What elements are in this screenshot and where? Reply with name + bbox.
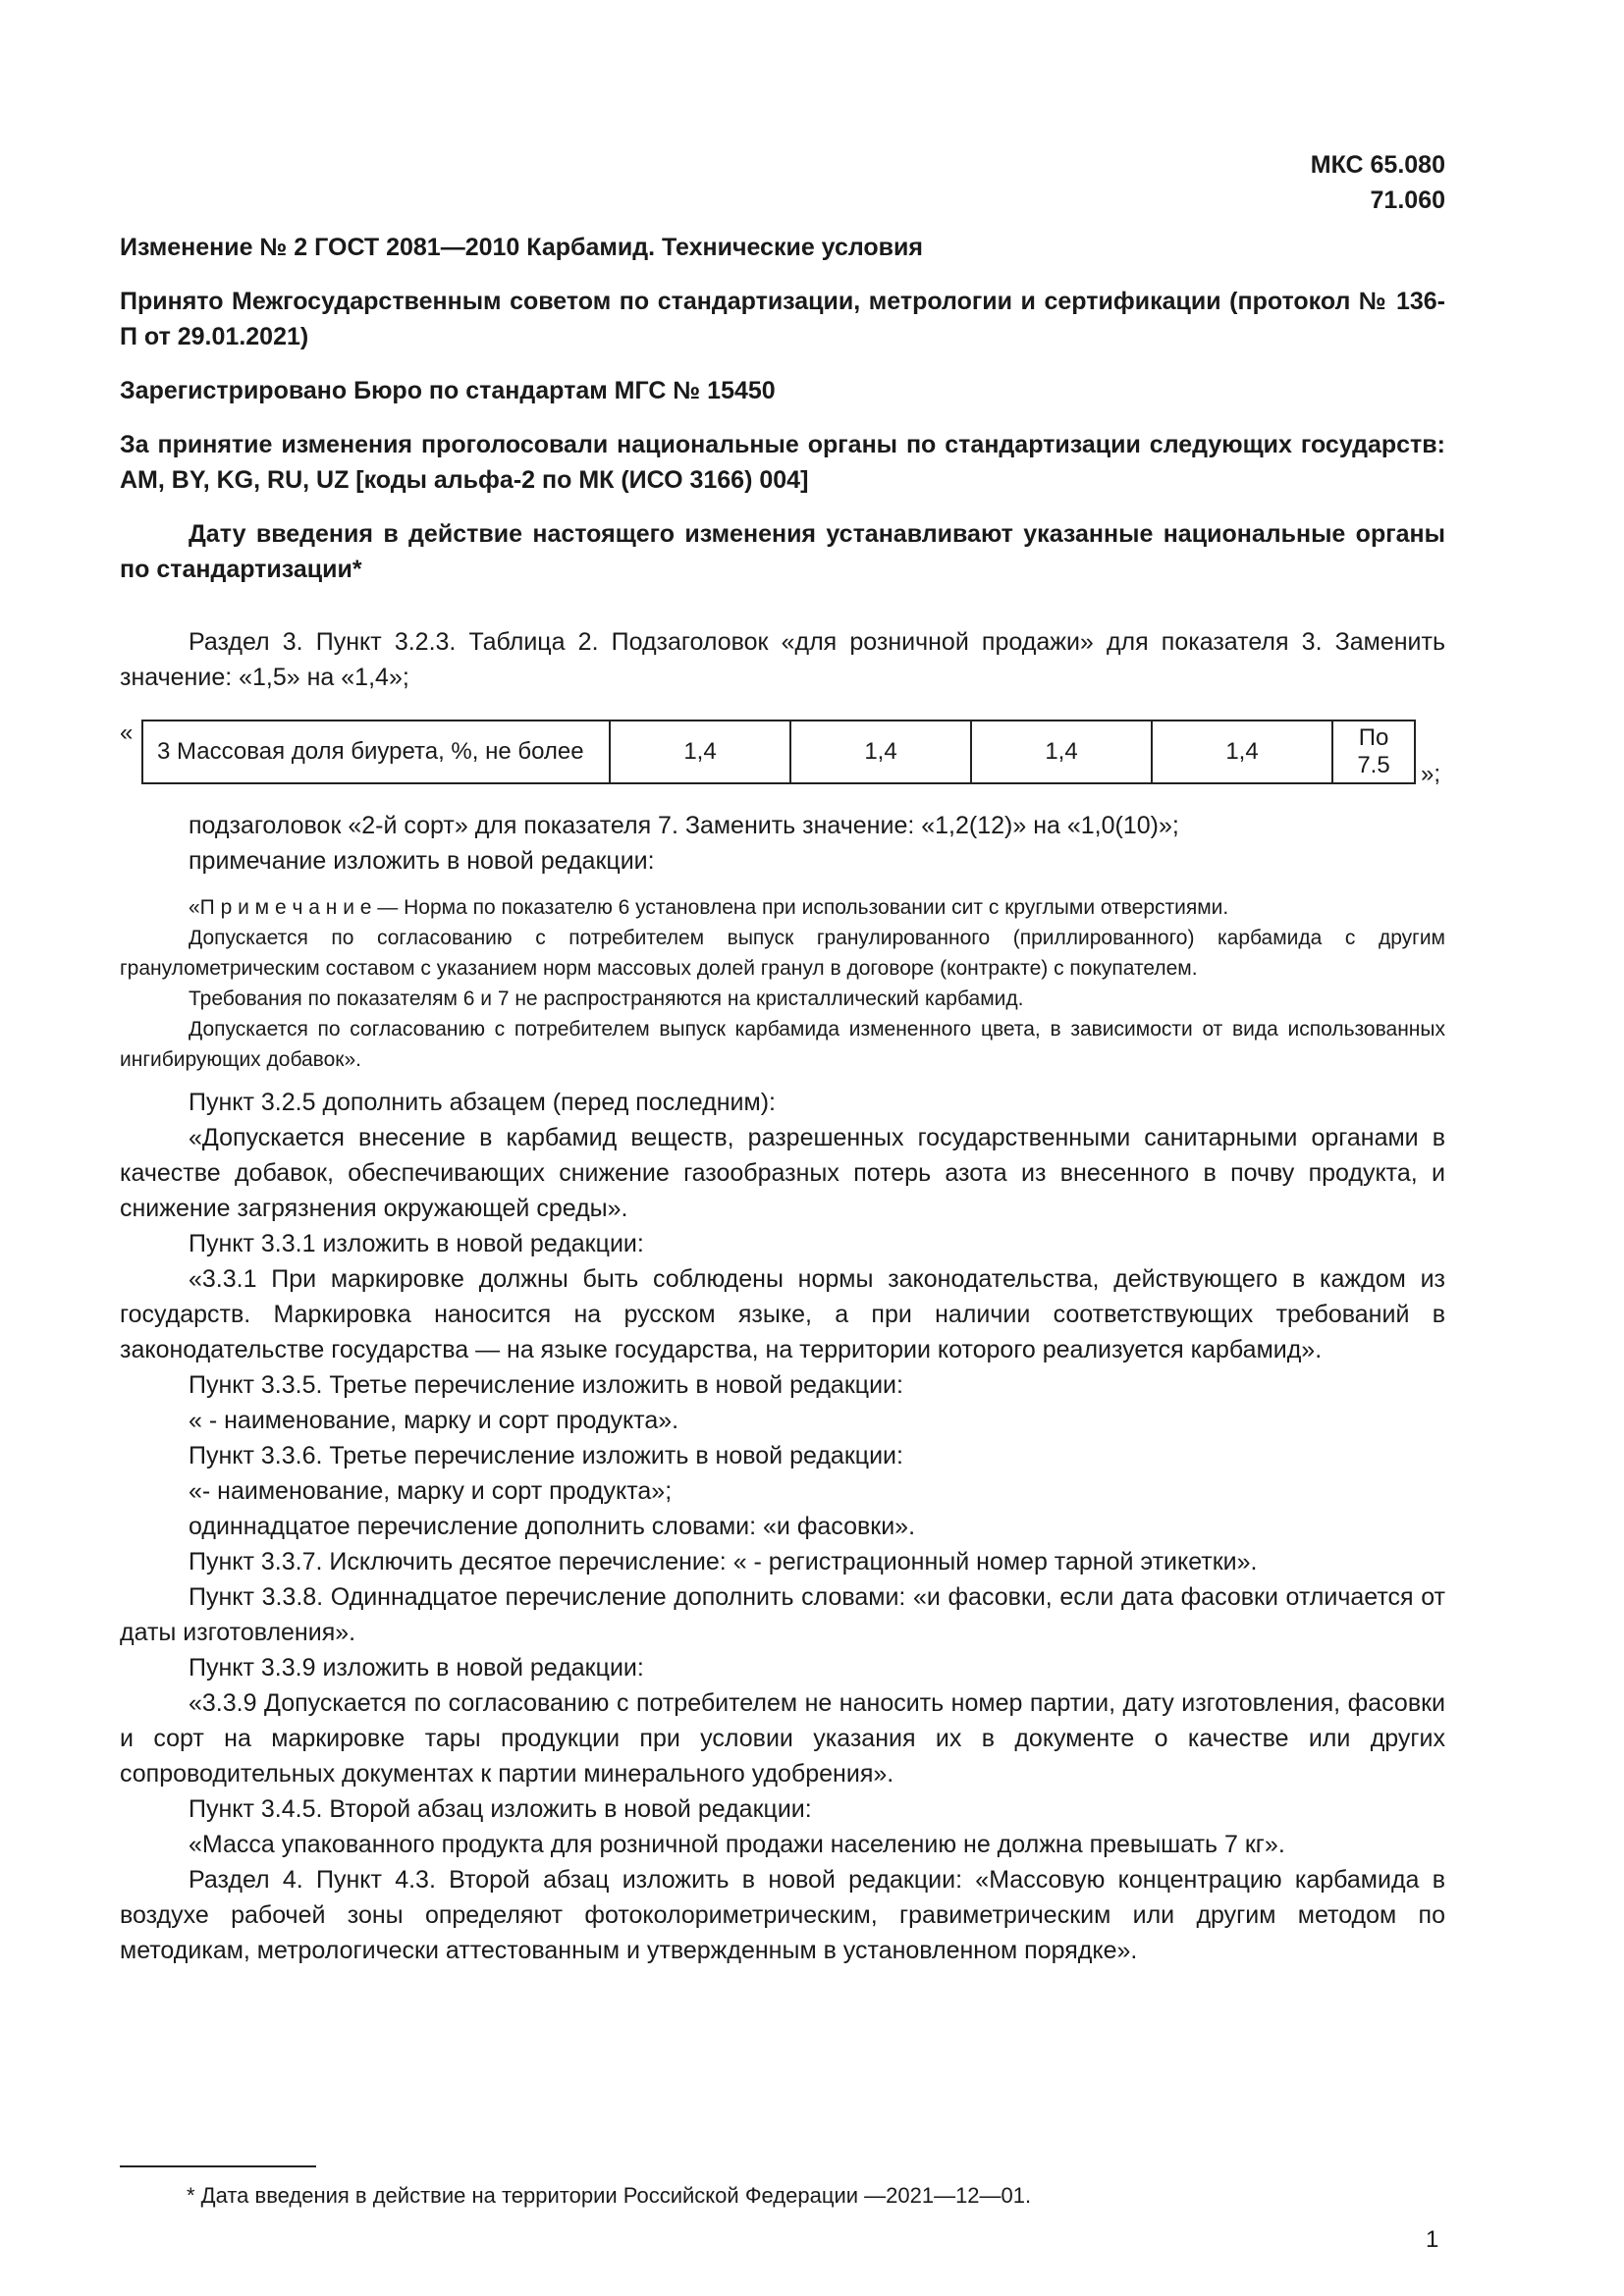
table-close-quote: »; <box>1421 761 1441 787</box>
paragraph: Пункт 3.4.5. Второй абзац изложить в новой редакции: <box>189 1795 812 1823</box>
effective-date-note: Дату введения в действие настоящего изменения устанавливают указанные национальные органы по стандартизации* <box>120 520 1445 583</box>
paragraph: Пункт 3.3.1 изложить в новой редакции: <box>189 1230 644 1257</box>
paragraph: « - наименование, марку и сорт продукта». <box>189 1407 679 1434</box>
table-row-biuret <box>141 720 1416 784</box>
note-line: Требования по показателям 6 и 7 не распространяются на кристаллический карбамид. <box>189 988 1024 1010</box>
footnote: * Дата введения в действие на территории Российской Федерации —2021—12—01. <box>187 2183 1032 2208</box>
paragraph: Пункт 3.3.6. Третье перечисление изложить в новой редакции: <box>189 1442 903 1469</box>
paragraph: «- наименование, марку и сорт продукта»; <box>189 1477 673 1505</box>
table-cell-value: 1,4 <box>790 721 971 783</box>
paragraph: «3.3.9 Допускается по согласованию с потребителем не наносить номер партии, дату изготовления, фасовки и сорт на маркировке тары продукции при условии указания их в документе о качестве или других сопроводительных документах к партии минерального удобрения». <box>120 1689 1445 1788</box>
paragraph: Пункт 3.3.9 изложить в новой редакции: <box>189 1654 644 1682</box>
paragraph: Пункт 3.3.8. Одиннадцатое перечисление дополнить словами: «и фасовки, если дата фасовки отличается от даты изготовления». <box>120 1583 1445 1646</box>
adopted-by: Принято Межгосударственным советом по стандартизации, метрологии и сертификации (протокол № 136-П от 29.01.2021) <box>120 288 1445 350</box>
mks-code <box>120 147 1445 218</box>
note-line: Допускается по согласованию с потребителем выпуск гранулированного (приллированного) карбамида с другим гранулометрическим составом с указанием норм массовых долей гранул в договоре (контракте) с покупателем. <box>120 927 1445 980</box>
paragraph: Раздел 4. Пункт 4.3. Второй абзац изложить в новой редакции: «Массовую концентрацию карбамида в воздухе рабочей зоны определяют фотоколориметрическим, гравиметрическим или другим методом по методикам, метрологически аттестованным и утвержденным в установленном порядке». <box>120 1866 1445 1964</box>
paragraph: «Масса упакованного продукта для розничной продажи населению не должна превышать 7 кг». <box>189 1831 1285 1858</box>
paragraph: Пункт 3.2.5 дополнить абзацем (перед последним): <box>189 1089 776 1116</box>
mks-code-line1: МКС 65.080 <box>1310 151 1445 179</box>
table-cell-value: 1,4 <box>1152 721 1332 783</box>
note-block <box>120 892 1445 1075</box>
paragraph: одиннадцатое перечисление дополнить словами: «и фасовки». <box>189 1513 916 1540</box>
note-line: Допускается по согласованию с потребителем выпуск карбамида измененного цвета, в зависимости от вида использованных ингибирующих добавок». <box>120 1018 1445 1071</box>
document-page <box>120 147 1445 1968</box>
table-cell-value: 1,4 <box>610 721 790 783</box>
table-fragment <box>120 720 1445 786</box>
registration: Зарегистрировано Бюро по стандартам МГС № 15450 <box>120 377 776 404</box>
paragraph-section3: Раздел 3. Пункт 3.2.3. Таблица 2. Подзаголовок «для розничной продажи» для показателя 3. Заменить значение: «1,5» на «1,4»; <box>120 628 1445 691</box>
note-line: «П р и м е ч а н и е — Норма по показателю 6 установлена при использовании сит с круглыми отверстиями. <box>189 896 1229 919</box>
paragraph: Пункт 3.3.5. Третье перечисление изложить в новой редакции: <box>189 1371 903 1399</box>
amendment-title: Изменение № 2 ГОСТ 2081—2010 Карбамид. Технические условия <box>120 234 924 261</box>
paragraph-note-intro: примечание изложить в новой редакции: <box>189 847 655 875</box>
page-number: 1 <box>1426 2226 1439 2253</box>
table-open-quote: « <box>120 720 134 746</box>
table-cell-indicator: 3 Массовая доля биурета, %, не более <box>142 721 610 783</box>
mks-code-line2: 71.060 <box>1370 187 1445 214</box>
voting-states: За принятие изменения проголосовали национальные органы по стандартизации следующих государств: AM, BY, KG, RU, UZ [коды альфа-2 по МК (ИСО 3166) 004] <box>120 431 1445 494</box>
table-cell-value: 1,4 <box>971 721 1152 783</box>
paragraph: Пункт 3.3.7. Исключить десятое перечисление: « - регистрационный номер тарной этикетки». <box>189 1548 1258 1575</box>
table-cell-method: По 7.5 <box>1332 721 1415 783</box>
footnote-rule <box>120 2165 316 2167</box>
paragraph-subheader: подзаголовок «2-й сорт» для показателя 7. Заменить значение: «1,2(12)» на «1,0(10)»; <box>189 812 1179 839</box>
paragraph: «3.3.1 При маркировке должны быть соблюдены нормы законодательства, действующего в каждом из государств. Маркировка наносится на русском языке, а при наличии соответствующих требований в законодательстве государства — на языке государства, на территории которого реализуется карбамид». <box>120 1265 1445 1363</box>
paragraph: «Допускается внесение в карбамид веществ, разрешенных государственными санитарными органами в качестве добавок, обеспечивающих снижение газообразных потерь азота из внесенного в почву продукта, и снижение загрязнения окружающей среды». <box>120 1124 1445 1222</box>
